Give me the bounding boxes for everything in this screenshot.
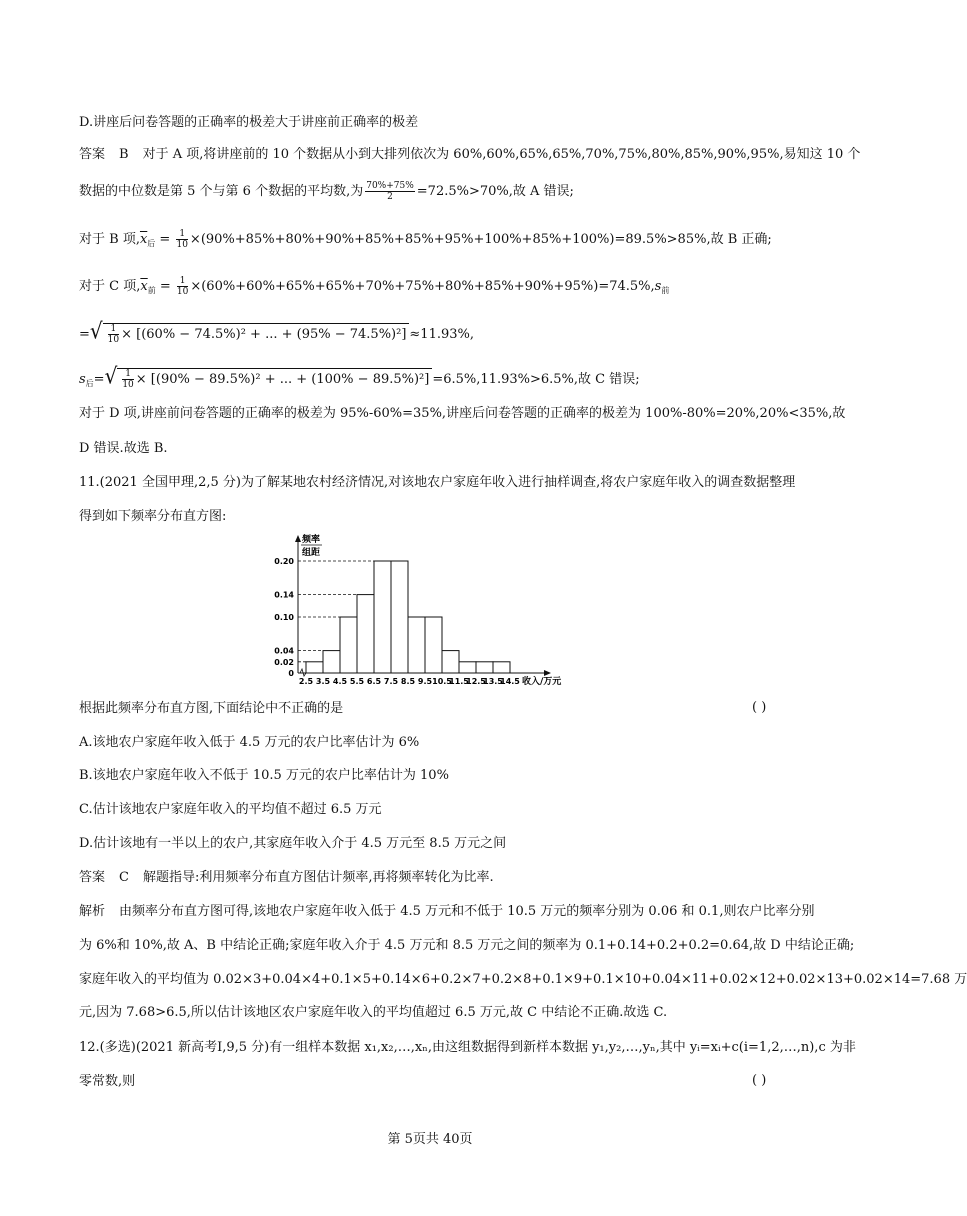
denominator: 10 xyxy=(176,287,189,297)
x-tick-label: 5.5 xyxy=(349,677,365,686)
numerator: 70%+75% xyxy=(366,181,414,191)
histogram-bar xyxy=(374,561,391,673)
denominator: 10 xyxy=(176,240,188,250)
histogram-bar xyxy=(340,617,357,673)
y-tick-label: 0.14 xyxy=(274,590,294,600)
histogram-bar xyxy=(442,651,459,673)
option-b: B.该地农户家庭年收入不低于 10.5 万元的农户比率估计为 10% xyxy=(79,768,449,783)
y-axis-label-top: 频率 xyxy=(302,535,321,545)
option-a: A.该地农户家庭年收入低于 4.5 万元的农户比率估计为 6% xyxy=(79,735,420,750)
question-11-line-1: 11.(2021 全国甲理,2,5 分)为了解某地农村经济情况,对该地农户家庭年收入进行抽样调查,将农户家庭年收入的调查数据整理 xyxy=(79,475,796,490)
y-tick-label: 0 xyxy=(288,669,294,678)
answer-10-line-d2: D 错误.故选 B. xyxy=(79,441,168,456)
numerator: 1 xyxy=(122,369,133,380)
histogram-bar xyxy=(357,595,374,673)
x-tick-label: 3.5 xyxy=(315,677,331,686)
x-tick-label: 8.5 xyxy=(400,677,416,686)
sqrt-sign: √ xyxy=(89,317,103,345)
histogram-bar xyxy=(425,617,442,673)
question-11-line-2: 得到如下频率分布直方图: xyxy=(79,509,227,524)
numerator: 1 xyxy=(177,276,188,287)
fraction xyxy=(365,181,415,202)
text: = xyxy=(155,279,175,294)
histogram-bar xyxy=(391,561,408,673)
mean-symbol: $\overline{x}$ xyxy=(139,232,148,247)
analysis-tag: 解析 xyxy=(79,904,106,919)
y-tick-label: 0.10 xyxy=(274,613,294,622)
option-c: C.估计该地农户家庭年收入的平均值不超过 6.5 万元 xyxy=(79,802,382,817)
answer-10-line-c2 xyxy=(79,317,474,345)
denominator: 10 xyxy=(122,380,134,390)
answer-letter: C xyxy=(119,870,129,885)
subscript: 后 xyxy=(85,379,94,388)
denominator: 10 xyxy=(107,335,120,345)
answer-10-line-c xyxy=(79,276,669,300)
x-tick-label: 12.5 xyxy=(466,677,486,686)
sqrt-body xyxy=(117,368,432,390)
y-axis-label-bottom: 组距 xyxy=(302,548,321,558)
x-tick-label: 4.5 xyxy=(332,677,348,686)
answer-letter: B xyxy=(119,147,129,162)
denominator: 2 xyxy=(387,192,393,202)
analysis-line-3: 家庭年收入的平均值为 0.02×3+0.04×4+0.1×5+0.14×6+0.2×7+0.2×8+0.1×9+0.1×10+0.04×11+0.02×12+0.02×13+0.02×14=7.68 万 xyxy=(79,972,967,987)
x-tick-label: 2.5 xyxy=(298,677,314,686)
y-tick-label: 0.04 xyxy=(274,646,294,656)
x-axis-label: 收入/万元 xyxy=(522,677,562,687)
sqrt-body xyxy=(103,323,410,345)
answer-10-line-b xyxy=(79,229,772,253)
question-11-prompt: 根据此频率分布直方图,下面结论中不正确的是 xyxy=(79,701,344,716)
fraction xyxy=(108,324,119,345)
answer-tag: 答案 xyxy=(79,147,106,162)
y-axis-arrow xyxy=(295,535,301,542)
option-d: D.估计该地有一半以上的农户,其家庭年收入介于 4.5 万元至 8.5 万元之间 xyxy=(79,836,507,851)
x-tick-label: 9.5 xyxy=(417,677,433,686)
hint-text: 解题指导:利用频率分布直方图估计频率,再将频率转化为比率. xyxy=(142,870,494,885)
x-axis-arrow xyxy=(544,670,551,676)
question-12-line-1: 12.(多选)(2021 新高考Ⅰ,9,5 分)有一组样本数据 x₁,x₂,…,xₙ,由这组数据得到新样本数据 y₁,y₂,…,yₙ,其中 yᵢ=xᵢ+c(i=1,2,…,n),c 为非 xyxy=(79,1040,856,1055)
answer-10-line-1 xyxy=(79,146,860,164)
analysis-line-4: 元,因为 7.68>6.5,所以估计该地区农户家庭年收入的平均值超过 6.5 万元,故 C 中结论不正确.故选 C. xyxy=(79,1005,668,1020)
histogram-chart xyxy=(262,533,602,693)
text: = xyxy=(155,232,175,247)
histogram-bar xyxy=(459,662,476,673)
text: 对于 C 项, xyxy=(79,279,141,294)
x-tick-label: 6.5 xyxy=(366,677,382,686)
sqrt-sign: √ xyxy=(104,362,118,390)
x-tick-label: 13.5 xyxy=(483,677,503,686)
answer-paren: ( ) xyxy=(752,700,767,715)
subscript: 后 xyxy=(147,239,156,248)
text: ×(90%+85%+80%+90%+85%+85%+95%+100%+85%+100%)=89.5%>85%,故 B 正确; xyxy=(189,232,772,247)
answer-text: 对于 A 项,将讲座前的 10 个数据从小到大排列依次为 60%,60%,65%,65%,70%,75%,80%,85%,90%,95%,易知这 10 个 xyxy=(142,147,861,162)
question-12-line-2: 零常数,则 xyxy=(79,1074,136,1089)
subscript: 前 xyxy=(147,286,156,295)
fraction xyxy=(176,229,187,250)
formula: × [(60% − 74.5%)² + ... + (95% − 74.5%)²] xyxy=(121,327,407,342)
x-tick-label: 14.5 xyxy=(500,677,520,686)
formula: × [(90% − 89.5%)² + ... + (100% − 89.5%)²] xyxy=(135,372,430,387)
answer-10-line-d1: 对于 D 项,讲座前问卷答题的正确率的极差为 95%-60%=35%,讲座后问卷答题的正确率的极差为 100%-80%=20%,20%<35%,故 xyxy=(79,406,846,421)
y-tick-label: 0.20 xyxy=(274,557,294,566)
text: 对于 B 项, xyxy=(79,232,140,247)
text: = xyxy=(93,372,105,387)
x-tick-label: 11.5 xyxy=(449,677,469,686)
fraction xyxy=(177,276,188,297)
text: 数据的中位数是第 5 个与第 6 个数据的平均数,为 xyxy=(79,184,364,199)
histogram-bar xyxy=(476,662,493,673)
histogram-bar xyxy=(408,617,425,673)
y-tick-label: 0.02 xyxy=(274,657,294,667)
subscript: 前 xyxy=(661,286,670,295)
answer-tag: 答案 xyxy=(79,870,106,885)
x-tick-label: 10.5 xyxy=(432,677,452,686)
page-footer: 第 5页共 40页 xyxy=(387,1132,473,1147)
histogram-bar xyxy=(493,662,510,673)
answer-10-line-2 xyxy=(79,181,574,202)
option-d-prev: D.讲座后问卷答题的正确率的极差大于讲座前正确率的极差 xyxy=(79,115,419,130)
x-tick-label: 7.5 xyxy=(383,677,399,686)
text: ≈11.93%, xyxy=(409,327,474,342)
text: =72.5%>70%,故 A 错误; xyxy=(416,184,574,199)
analysis-text: 由频率分布直方图可得,该地农户家庭年收入低于 4.5 万元和不低于 10.5 万元的频率分别为 0.06 和 0.1,则农户比率分别 xyxy=(119,904,815,919)
mean-symbol: $\overline{x}$ xyxy=(140,279,148,294)
text: ×(60%+60%+65%+65%+70%+75%+80%+85%+90%+95%)=74.5%, xyxy=(190,279,655,294)
text: = xyxy=(79,327,90,342)
sd-symbol: s xyxy=(654,279,662,294)
text: =6.5%,11.93%>6.5%,故 C 错误; xyxy=(432,372,640,387)
analysis-line-1 xyxy=(79,903,814,921)
fraction xyxy=(122,369,133,390)
answer-paren: ( ) xyxy=(752,1073,767,1088)
sd-symbol: s xyxy=(79,372,86,387)
answer-10-line-c3 xyxy=(79,362,640,393)
answer-11 xyxy=(79,869,494,887)
analysis-line-2: 为 6%和 10%,故 A、B 中结论正确;家庭年收入介于 4.5 万元和 8.5 万元之间的频率为 0.1+0.14+0.2+0.2=0.64,故 D 中结论正确; xyxy=(79,938,855,953)
chart-layer xyxy=(274,533,561,687)
histogram-bar xyxy=(323,651,340,673)
numerator: 1 xyxy=(176,229,187,240)
numerator: 1 xyxy=(108,324,119,335)
histogram-bar xyxy=(306,662,323,673)
